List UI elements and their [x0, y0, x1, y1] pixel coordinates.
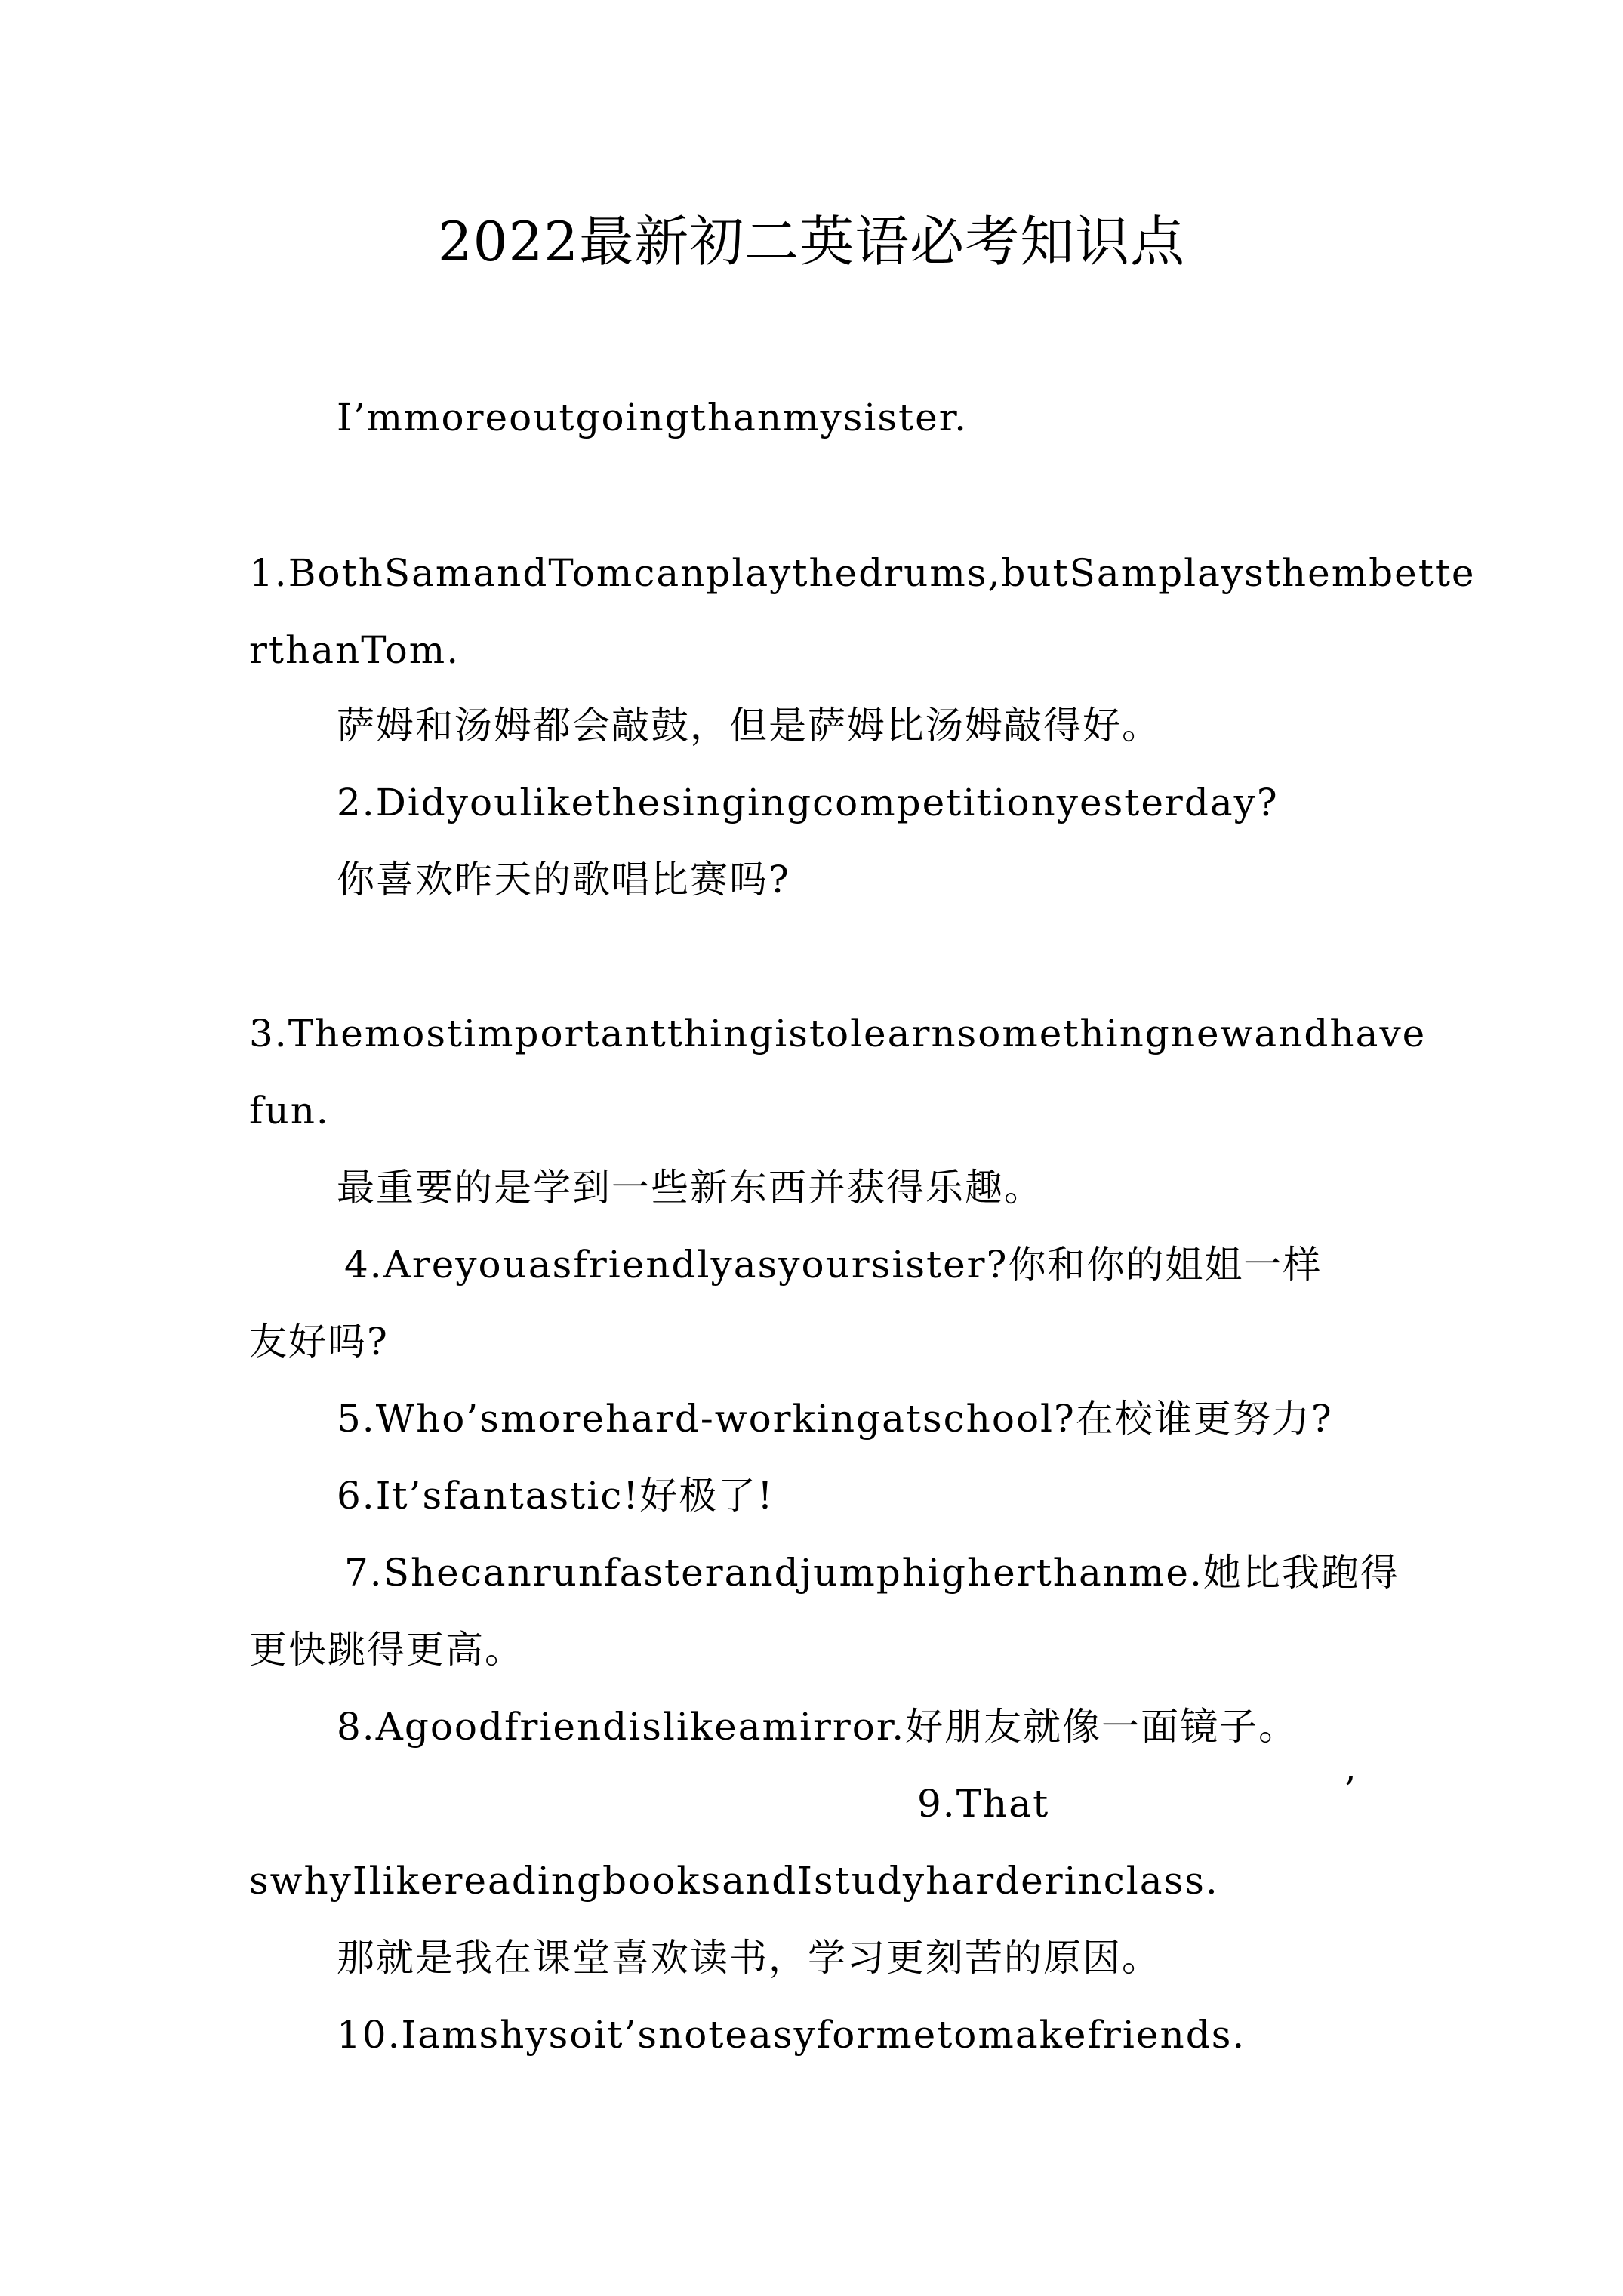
text-line-4a: 4.Areyouasfriendlyasyoursister?你和你的姐姐一样	[344, 1243, 1323, 1287]
text-line-9a: 9.That	[917, 1782, 1050, 1826]
text-line-3-translation: 最重要的是学到一些新东西并获得乐趣。	[337, 1166, 1043, 1210]
text-line-7a: 7.Shecanrunfasterandjumphigherthanme.她比我跑得	[344, 1551, 1400, 1595]
text-line-9-translation: 那就是我在课堂喜欢读书，学习更刻苦的原因。	[337, 1936, 1161, 1980]
document-title: 2022最新初二英语必考知识点	[437, 210, 1186, 273]
text-line-4b: 友好吗?	[249, 1320, 389, 1364]
text-line-1-translation: 萨姆和汤姆都会敲鼓，但是萨姆比汤姆敲得好。	[337, 704, 1161, 747]
text-line-3b: fun.	[249, 1089, 330, 1133]
text-line-5: 5.Who’smorehard-workingatschool?在校谁更努力?	[337, 1397, 1333, 1441]
text-line-3a: 3.Themostimportantthingistolearnsomethingnewandhave	[249, 1012, 1427, 1056]
text-line-1a: 1.BothSamandTomcanplaythedrums,butSamplaysthembette	[249, 551, 1476, 595]
text-line-7b: 更快跳得更高。	[249, 1628, 524, 1672]
text-line-1b: rthanTom.	[249, 628, 460, 672]
text-line-2: 2.Didyoulikethesingingcompetitionyesterday?	[337, 781, 1279, 824]
text-line-6: 6.It’sfantastic!好极了!	[337, 1474, 775, 1518]
text-line-9b: swhyIlikereadingbooksandIstudyharderinclass.	[249, 1859, 1219, 1903]
text-line-2-translation: 你喜欢昨天的歌唱比赛吗?	[337, 858, 790, 901]
text-line-intro: I’mmoreoutgoingthanmysister.	[337, 396, 969, 439]
text-line-10: 10.Iamshysoit’snoteasyformetomakefriends.	[337, 2013, 1246, 2057]
text-line-8: 8.Agoodfriendislikeamirror.好朋友就像一面镜子。	[337, 1705, 1298, 1749]
text-line-9-apostrophe: ’	[1344, 1768, 1357, 1812]
